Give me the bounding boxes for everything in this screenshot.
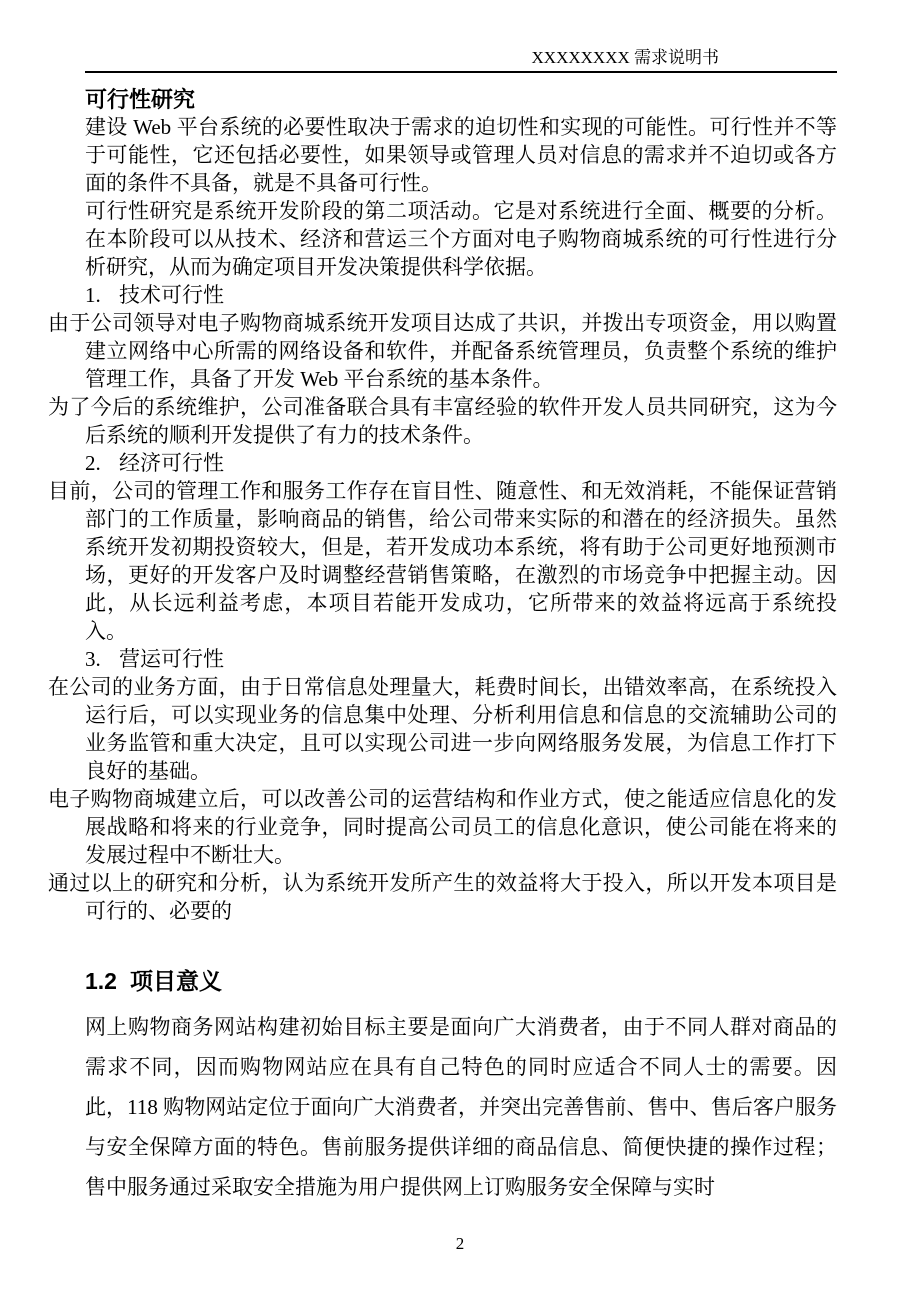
- project-significance-paragraph: 网上购物商务网站构建初始目标主要是面向广大消费者，由于不同人群对商品的需求不同，因而购物网站应在具有自己特色的同时应适合不同人士的需要。因此，118 购物网站定位于面向广大消费者，并突出完善售前、售中、售后客户服务与安全保障方面的特色。售前服务提供详细的商品信息、简便快捷的操作过程；售中服务通过采取安全措施为用户提供网上订购服务安全保障与实时: [85, 1015, 837, 1199]
- section-heading-1-2: [85, 967, 837, 995]
- list-label-operational: 营运可行性: [119, 647, 224, 671]
- document-body: [48, 86, 837, 1207]
- economic-paragraph-1: 目前，公司的管理工作和服务工作存在盲目性、随意性、和无效消耗，不能保证营销部门的工作质量，影响商品的销售，给公司带来实际的和潜在的经济损失。虽然系统开发初期投资较大，但是，若开发成功本系统，将有助于公司更好地预测市场，更好的开发客户及时调整经营销售策略，在激烈的市场竞争中把握主动。因此，从长远利益考虑，本项目若能开发成功，它所带来的效益将远高于系统投入。: [48, 479, 837, 643]
- list-item-technical-feasibility: [85, 281, 837, 309]
- feasibility-section: [48, 113, 837, 925]
- page-header: [85, 0, 837, 73]
- operational-paragraph-1: 在公司的业务方面，由于日常信息处理量大，耗费时间长，出错效率高，在系统投入运行后，可以实现业务的信息集中处理、分析利用信息和信息的交流辅助公司的业务监管和重大决定，且可以实现公司进一步向网络服务发展，为信息工作打下良好的基础。: [48, 675, 837, 783]
- list-number-2: 2.: [85, 451, 101, 475]
- list-label-economic: 经济可行性: [119, 451, 224, 475]
- conclusion-paragraph: 通过以上的研究和分析，认为系统开发所产生的效益将大于投入，所以开发本项目是可行的、必要的: [48, 871, 837, 923]
- list-label-technical: 技术可行性: [119, 283, 224, 307]
- page-footer: [0, 1234, 920, 1254]
- list-number-1: 1.: [85, 283, 101, 307]
- list-item-operational-feasibility: [85, 645, 837, 673]
- technical-paragraph-2: 为了今后的系统维护，公司准备联合具有丰富经验的软件开发人员共同研究，这为今后系统的顺利开发提供了有力的技术条件。: [48, 395, 837, 447]
- page-number: 2: [455, 1234, 465, 1253]
- intro-paragraph-1: 建设 Web 平台系统的必要性取决于需求的迫切性和实现的可能性。可行性并不等于可能性，它还包括必要性，如果领导或管理人员对信息的需求并不迫切或各方面的条件不具备，就是不具备可行性。: [85, 115, 837, 195]
- operational-paragraph-2: 电子购物商城建立后，可以改善公司的运营结构和作业方式，使之能适应信息化的发展战略和将来的行业竞争，同时提高公司员工的信息化意识，使公司能在将来的发展过程中不断壮大。: [48, 787, 837, 867]
- section-heading-label: 项目意义: [129, 968, 222, 994]
- list-item-economic-feasibility: [85, 449, 837, 477]
- section-title-feasibility: 可行性研究: [85, 87, 196, 112]
- section-number: 1.2: [85, 968, 117, 994]
- list-number-3: 3.: [85, 647, 101, 671]
- header-title: XXXXXXXX 需求说明书: [531, 48, 719, 67]
- technical-paragraph-1: 由于公司领导对电子购物商城系统开发项目达成了共识，并拨出专项资金，用以购置建立网络中心所需的网络设备和软件，并配备系统管理员，负责整个系统的维护管理工作，具备了开发 Web 平台系统的基本条件。: [48, 311, 837, 391]
- intro-paragraph-2: 可行性研究是系统开发阶段的第二项活动。它是对系统进行全面、概要的分析。在本阶段可以从技术、经济和营运三个方面对电子购物商城系统的可行性进行分析研究，从而为确定项目开发决策提供科学依据。: [85, 199, 837, 279]
